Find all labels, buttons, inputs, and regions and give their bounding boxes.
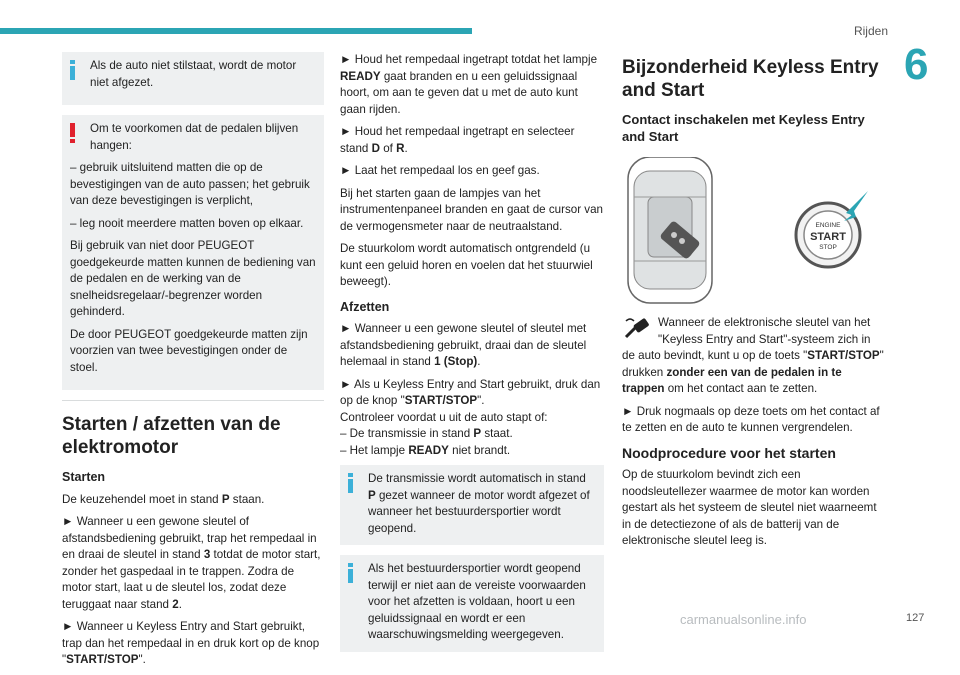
subheading-afzetten: Afzetten <box>340 299 390 314</box>
paragraph: Controleer voordat u uit de auto stapt of: <box>340 410 548 424</box>
warning-note <box>62 115 324 390</box>
keyless-illustration <box>622 157 884 307</box>
subheading-starten: Starten <box>62 470 106 484</box>
paragraph: ► Houd het rempedaal ingetrapt en selecteer stand D of R. <box>340 125 575 155</box>
info-note <box>340 465 604 545</box>
column-3 <box>622 52 884 556</box>
warning-icon <box>70 123 75 143</box>
note-line: – gebruik uitsluitend matten die op de bevestigingen van de auto passen; het gebruik van deze bevestigingen is verplicht, <box>70 161 310 207</box>
keyless-key-icon <box>622 315 652 343</box>
watermark: carmanualsonline.info <box>680 612 807 627</box>
paragraph: ► Wanneer u een gewone sleutel of afstandsbediening gebruikt, trap het rempedaal in en draai de sleutel in stand 3 totdat de motor start, zonder het gaspedaal in te trappen. Zodra de motor start, laat u de sleutel los, zodat deze teruggaat naar stand 2. <box>62 515 321 611</box>
subheading-noodprocedure: Noodprocedure voor het starten <box>622 444 836 461</box>
paragraph: – De transmissie in stand P staat. <box>340 427 513 440</box>
note-line: – leg nooit meerdere matten boven op elkaar. <box>70 216 304 230</box>
section-title: Rijden <box>853 24 888 38</box>
note-text: Als de auto niet stilstaat, wordt de motor niet afgezet. <box>90 59 297 89</box>
header-accent-bar <box>0 28 472 34</box>
note-text: Om te voorkomen dat de pedalen blijven hangen: <box>90 122 299 152</box>
button-label-start: START <box>810 231 846 243</box>
info-icon <box>70 60 75 80</box>
chapter-number: 6 <box>904 40 929 89</box>
page-number: 127 <box>906 612 925 624</box>
section-heading: Bijzonderheid Keyless Entry and Start <box>622 57 879 101</box>
info-icon <box>348 473 353 493</box>
paragraph: ► Druk nogmaals op deze toets om het contact af te zetten en de auto te kunnen vergrendelen. <box>622 404 880 434</box>
note-text: De transmissie wordt automatisch in stand P gezet wanneer de motor wordt afgezet of wanneer het bestuurdersportier wordt geopend. <box>368 472 590 535</box>
column-2 <box>340 52 604 662</box>
paragraph: Wanneer de elektronische sleutel van het "Keyless Entry and Start"-systeem zich in de auto bevindt, kunt u op de toets "START/STOP" drukken zonder een van de pedalen in te trappen om het contact aan te zetten. <box>622 316 884 395</box>
section-heading: Starten / afzetten van de elektromotor <box>62 414 281 458</box>
paragraph: De keuzehendel moet in stand P staan. <box>62 492 265 506</box>
paragraph: Op de stuurkolom bevindt zich een noodsleutellezer waarmee de motor kan worden gestart als het systeem de sleutel niet waarneemt in de detectiezone of als de batterij van de elektronische sleutel leeg is. <box>622 468 877 547</box>
column-1 <box>62 52 324 675</box>
paragraph: – Het lampje READY niet brandt. <box>340 443 511 457</box>
paragraph: ► Houd het rempedaal ingetrapt totdat het lampje READY gaat branden en u een geluidssignaal hoort, om aan te geven dat u met de auto kunt gaan rijden. <box>340 53 598 116</box>
divider <box>62 400 324 401</box>
paragraph: ► Wanneer u Keyless Entry and Start gebruikt, trap dan het rempedaal in en druk kort op de knop "START/STOP". <box>62 620 320 666</box>
button-label-stop: STOP <box>819 244 837 251</box>
paragraph: De stuurkolom wordt automatisch ontgrendeld (u kunt een geluid horen en voelen dat het stuurwiel beweegt). <box>340 242 593 288</box>
note-line: Bij gebruik van niet door PEUGEOT goedgekeurde matten kunnen de bediening van de pedalen en de werking van de snelheidsregelaar/-begrenzer worden gehinderd. <box>70 239 316 318</box>
info-note <box>340 555 604 652</box>
info-icon <box>348 563 353 583</box>
note-line: De door PEUGEOT goedgekeurde matten zijn voorzien van twee bevestigingen onder de stoel. <box>70 327 308 374</box>
paragraph: ► Laat het rempedaal los en geef gas. <box>340 164 540 177</box>
button-label-engine: ENGINE <box>815 222 841 229</box>
subheading: Contact inschakelen met Keyless Entry and Start <box>622 112 865 144</box>
paragraph: ► Wanneer u een gewone sleutel of sleutel met afstandsbediening gebruikt, draai dan de sleutel helemaal in stand 1 (Stop). <box>340 322 587 368</box>
note-text: Als het bestuurdersportier wordt geopend terwijl er niet aan de vereiste voorwaarden voor het afzetten is voldaan, hoort u een geluidssignaal en wordt er een waarschuwingsmelding weergegeven. <box>368 562 586 641</box>
car-top-view-icon <box>622 157 884 307</box>
paragraph: Bij het starten gaan de lampjes van het instrumentenpaneel branden en gaat de cursor van de vermogensmeter naar de neutraalstand. <box>340 186 603 233</box>
info-note <box>62 52 324 105</box>
paragraph: ► Als u Keyless Entry and Start gebruikt, druk dan op de knop "START/STOP". <box>340 377 601 407</box>
